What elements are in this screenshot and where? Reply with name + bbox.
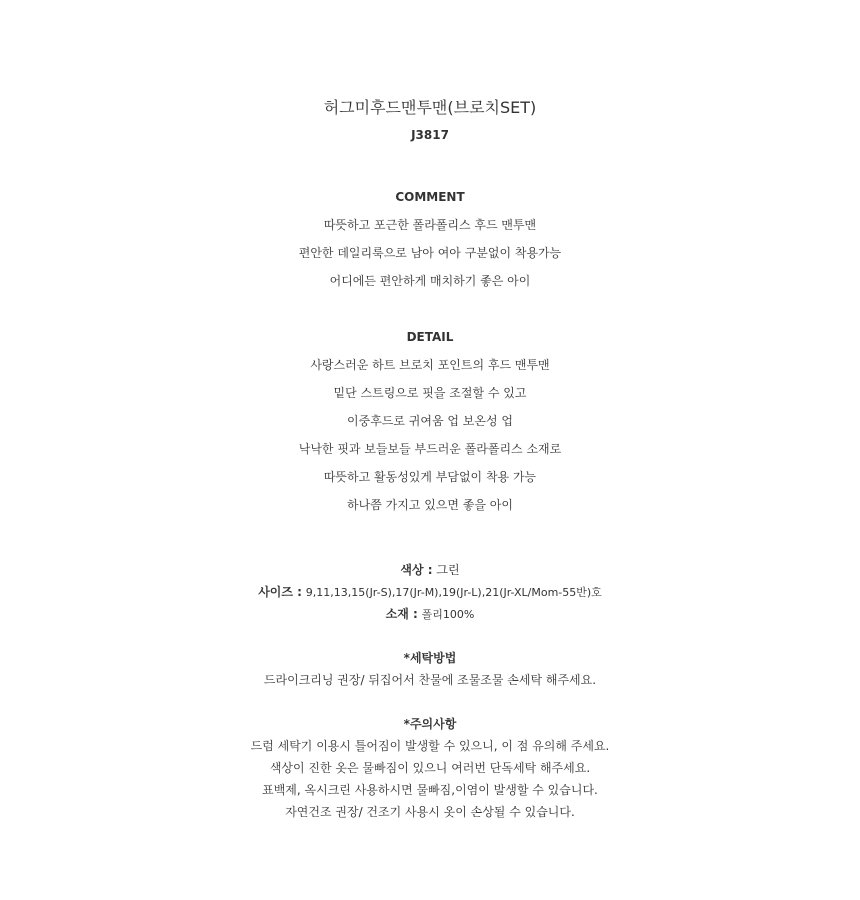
- washing-line: 드라이크리닝 권장/ 뒤집어서 찬물에 조물조물 손세탁 해주세요.: [263, 673, 597, 687]
- comment-heading: COMMENT: [395, 190, 465, 204]
- caution-line: 색상이 진한 옷은 물빠짐이 있으니 여러번 단독세탁 해주세요.: [269, 761, 591, 775]
- caution-heading: *주의사항: [403, 717, 457, 731]
- caution-line: 표백제, 옥시크린 사용하시면 물빠짐,이염이 발생할 수 있습니다.: [262, 783, 598, 797]
- spec-color: [0, 562, 860, 578]
- comment-line: 따뜻하고 포근한 폴라폴리스 후드 맨투맨: [323, 218, 537, 232]
- detail-heading: DETAIL: [406, 330, 454, 344]
- detail-line: 낙낙한 핏과 보들보들 부드러운 폴라폴리스 소재로: [298, 442, 562, 456]
- detail-line: 사랑스러운 하트 브로치 포인트의 후드 맨투맨: [310, 358, 550, 372]
- detail-line: 따뜻하고 활동성있게 부담없이 착용 가능: [323, 470, 537, 484]
- detail-line: 밑단 스트링으로 핏을 조절할 수 있고: [333, 386, 527, 400]
- detail-line: 이중후드로 귀여움 업 보온성 업: [347, 414, 513, 428]
- spec-color-label: 색상 :: [400, 563, 433, 577]
- spec-size-value: 9,11,13,15(Jr-S),17(Jr-M),19(Jr-L),21(Jr-XL/Mom-55반)호: [305, 586, 602, 599]
- spec-size-label: 사이즈 :: [258, 585, 302, 599]
- spec-color-value: 그린: [436, 563, 460, 577]
- spec-material: [0, 606, 860, 623]
- caution-line: 드럼 세탁기 이용시 틀어짐이 발생할 수 있으니, 이 점 유의해 주세요.: [250, 739, 610, 753]
- caution-line: 자연건조 권장/ 건조기 사용시 옷이 손상될 수 있습니다.: [285, 805, 575, 819]
- spec-material-label: 소재 :: [385, 607, 418, 621]
- spec-size: [0, 584, 860, 601]
- comment-line: 어디에든 편안하게 매치하기 좋은 아이: [329, 274, 531, 288]
- washing-heading: *세탁방법: [403, 651, 457, 665]
- comment-line: 편안한 데일리룩으로 남아 여아 구분없이 착용가능: [298, 246, 562, 260]
- spec-material-value: 폴리100%: [421, 608, 475, 621]
- product-code: J3817: [411, 128, 449, 142]
- product-title: 허그미후드맨투맨(브로치SET): [323, 98, 537, 117]
- detail-line: 하나쯤 가지고 있으면 좋을 아이: [347, 498, 513, 512]
